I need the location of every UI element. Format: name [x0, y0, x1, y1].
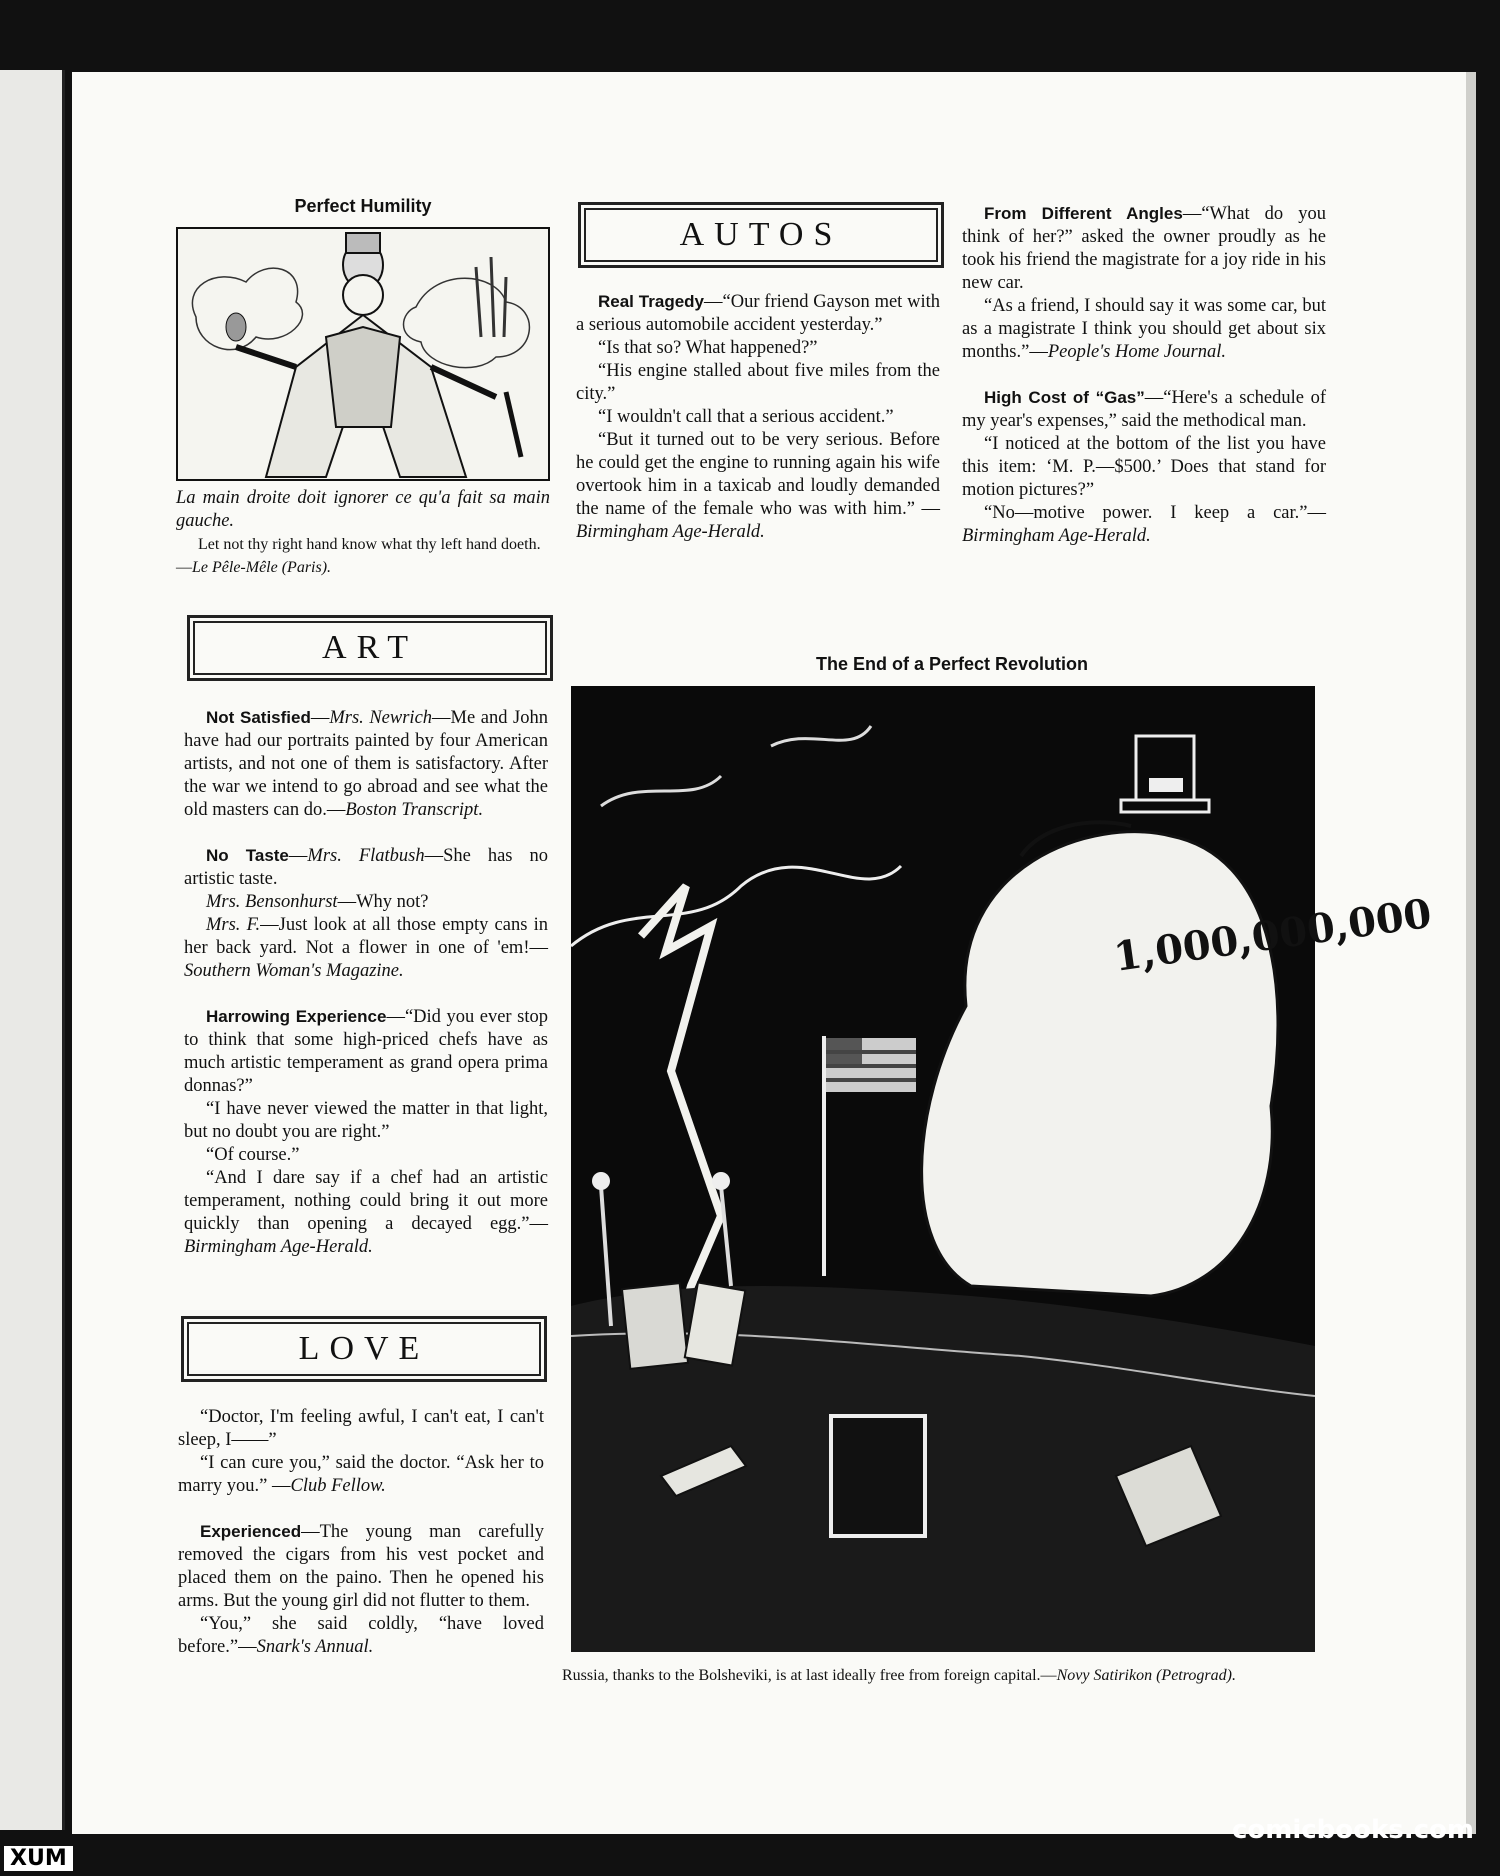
watermark: comicbooks.com [1231, 1815, 1474, 1845]
art-harrowing-3: “Of course.” [206, 1145, 300, 1165]
autos-p2: “Is that so? What happened?” [598, 338, 818, 358]
revolution-title: The End of a Perfect Revolution [815, 654, 1089, 674]
revolution-caption: Russia, thanks to the Bolsheviki, is at last ideally free from foreign capital.—Novy Satirikon (Petrograd). [562, 1667, 1236, 1684]
autos-p3: “His engine stalled about five miles from the city.” [576, 361, 940, 404]
scan-tag: XUM [4, 1846, 73, 1871]
art-not-satisfied: Not Satisfied—Mrs. Newrich—Me and John have had our portraits painted by four American artists, and not one of them is satisfactory. After the war we intend to go abroad and see what the old masters can do.—Boston Transcript. [184, 708, 549, 820]
love-experienced: Experienced—The young man carefully removed the cigars from his vest pocket and placed them on the paino. Then he opened his arms. But the young girl did not flutter to them. [178, 1522, 544, 1611]
autos-p5: “But it turned out to be very serious. Before he could get the engine to running again his wife overtook him in a taxicab and loudly demanded the name of the female who was with him.” — Birmingham Age-Herald. [576, 430, 940, 542]
gas-paragraph-3: “No—motive power. I keep a car.”—Birmingham Age-Herald. [962, 503, 1326, 546]
art-harrowing-2: “I have never viewed the matter in that light, but no doubt you are right.” [184, 1099, 548, 1142]
humility-title: Perfect Humility [294, 196, 432, 216]
autos-header: AUTOS [578, 202, 944, 268]
love-doctor-2: “I can cure you,” said the doctor. “Ask her to marry you.” —Club Fellow. [178, 1453, 544, 1496]
art-column [184, 706, 548, 1259]
autos-column [576, 290, 940, 544]
autos-p4: “I wouldn't call that a serious accident.” [598, 407, 894, 427]
angles-paragraph-2: “As a friend, I should say it was some car, but as a magistrate I think you should get about six months.”—People's Home Journal. [962, 296, 1326, 362]
revolution-cartoon [571, 686, 1435, 1652]
art-harrowing: Harrowing Experience—“Did you ever stop to think that some high-priced chefs have as much artistic temperament as grand opera prima donnas?” [184, 1007, 548, 1096]
autos-real-tragedy: Real Tragedy—“Our friend Gayson met with a serious automobile accident yesterday.” [576, 292, 940, 335]
love-column [178, 1406, 544, 1659]
art-harrowing-4: “And I dare say if a chef had an artistic temperament, nothing could bring it out more quickly than opening a decayed egg.”—Birmingham Age-Herald. [184, 1168, 548, 1257]
page-edge-shadow [1466, 72, 1476, 1834]
humility-caption-en: Let not thy right hand know what thy left hand doeth.—Le Pêle-Mêle (Paris). [176, 536, 541, 576]
humility-caption-fr: La main droite doit ignorer ce qu'a fait sa main gauche. [176, 488, 550, 531]
art-no-taste: No Taste—Mrs. Flatbush—She has no artistic taste. [184, 846, 548, 889]
money-bag-label: 1,000,000,000 [1110, 889, 1435, 981]
right-column [962, 202, 1326, 548]
love-header: LOVE [181, 1316, 547, 1382]
left-column [176, 196, 550, 579]
love-doctor: “Doctor, I'm feeling awful, I can't eat, I can't sleep, I——” [178, 1407, 544, 1450]
art-no-taste-3: Mrs. F.—Just look at all those empty cans in her back yard. Not a flower in one of 'em!—Southern Woman's Magazine. [184, 915, 548, 981]
gas-paragraph: High Cost of “Gas”—“Here's a schedule of my year's expenses,” said the methodical man. [962, 388, 1326, 431]
magazine-page [72, 72, 1466, 1834]
art-header: ART [187, 615, 553, 681]
love-experienced-2: “You,” she said coldly, “have loved before.”—Snark's Annual. [178, 1614, 544, 1657]
gas-paragraph-2: “I noticed at the bottom of the list you have this item: ‘M. P.—$500.’ Does that stand for motion pictures?” [962, 434, 1326, 500]
angles-paragraph: From Different Angles—“What do you think of her?” asked the owner proudly as he took his friend the magistrate for a joy ride in his new car. [962, 204, 1326, 293]
art-no-taste-2: Mrs. Bensonhurst—Why not? [206, 892, 429, 912]
previous-page-edge [0, 70, 65, 1830]
humility-cartoon [176, 227, 550, 481]
